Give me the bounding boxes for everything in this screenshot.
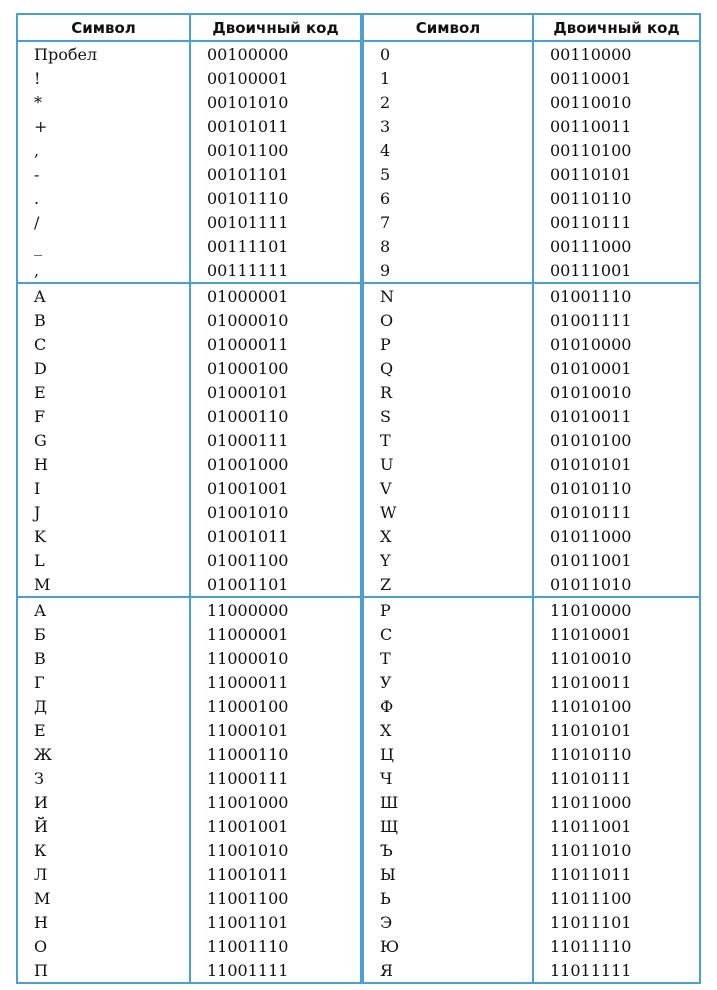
symbol-right-cell: 0: [364, 42, 534, 66]
code-left-cell: 01001101: [191, 572, 364, 598]
code-left-cell: 01000110: [191, 404, 364, 428]
symbol-left-cell: П: [18, 958, 191, 982]
table-row: [18, 646, 699, 670]
symbol-left-cell: О: [18, 934, 191, 958]
table-row: [18, 90, 699, 114]
table-row: [18, 814, 699, 838]
symbol-left-cell: Й: [18, 814, 191, 838]
symbol-right-cell: Р: [364, 598, 534, 622]
code-right-cell: 00110111: [550, 212, 632, 232]
table-row: [18, 934, 699, 958]
symbol-left-cell: З: [18, 766, 191, 790]
symbol-left-cell: D: [18, 356, 191, 380]
code-right-cell: 01011000: [550, 526, 632, 546]
symbol-right-cell: O: [364, 308, 534, 332]
table-row: [18, 670, 699, 694]
symbol-right-cell: R: [364, 380, 534, 404]
code-right-cell: 01011001: [550, 550, 632, 570]
symbol-left-cell: M: [18, 572, 191, 598]
code-left-cell: 00111101: [191, 234, 364, 258]
header-code-left: Двоичный код: [191, 15, 364, 42]
symbol-left-cell: Л: [18, 862, 191, 886]
code-left-cell: 11000001: [191, 622, 364, 646]
code-right-cell: 00111001: [534, 258, 699, 284]
code-right-cell: 00110001: [550, 68, 632, 88]
symbol-right-cell: 1: [364, 66, 534, 90]
symbol-left-cell: +: [18, 114, 191, 138]
symbol-left-cell: E: [18, 380, 191, 404]
code-right-cell: 11010000: [550, 600, 632, 620]
code-left-cell: 01001010: [191, 500, 364, 524]
code-right-cell: 01010000: [550, 334, 632, 354]
code-left-cell: 01001100: [191, 548, 364, 572]
code-left-cell: 00101110: [191, 186, 364, 210]
symbol-left-cell: A: [18, 284, 191, 308]
symbol-left-cell: I: [18, 476, 191, 500]
code-right-cell: 00110110: [550, 188, 632, 208]
code-left-cell: 00101011: [191, 114, 364, 138]
code-left-cell: 01001000: [191, 452, 364, 476]
table-row: [18, 308, 699, 332]
table-row: [18, 524, 699, 548]
table-row: [18, 380, 699, 404]
table-row: [18, 598, 699, 622]
symbol-right-cell: 2: [364, 90, 534, 114]
code-right-cell: 01001110: [550, 286, 632, 306]
symbol-left-cell: Г: [18, 670, 191, 694]
header-row: [18, 15, 699, 42]
table-header: [18, 15, 699, 42]
symbol-right-cell: Т: [364, 646, 534, 670]
code-left-cell: 01000100: [191, 356, 364, 380]
code-right-cell: 01001111: [550, 310, 632, 330]
table-row: [18, 258, 699, 284]
symbol-right-cell: Ф: [364, 694, 534, 718]
table-row: [18, 766, 699, 790]
code-right-cell: 11011000: [550, 792, 632, 812]
symbol-left-cell: -: [18, 162, 191, 186]
code-left-cell: 01000011: [191, 332, 364, 356]
table-row: [18, 234, 699, 258]
code-right-cell: 11011110: [550, 936, 632, 956]
code-right-cell: 00110101: [550, 164, 632, 184]
symbol-right-cell: 4: [364, 138, 534, 162]
symbol-right-cell: Y: [364, 548, 534, 572]
table-row: [18, 886, 699, 910]
symbol-right-cell: V: [364, 476, 534, 500]
symbol-right-cell: Ц: [364, 742, 534, 766]
code-left-cell: 11001001: [191, 814, 364, 838]
code-left-cell: 11000010: [191, 646, 364, 670]
symbol-left-cell: Б: [18, 622, 191, 646]
symbol-left-cell: Д: [18, 694, 191, 718]
code-left-cell: 00101111: [191, 210, 364, 234]
code-right-cell: 11010111: [550, 768, 632, 788]
code-right-cell: 11011001: [550, 816, 632, 836]
symbol-left-cell: H: [18, 452, 191, 476]
code-right-cell: 11011111: [550, 960, 632, 980]
code-left-cell: 01000010: [191, 308, 364, 332]
code-left-cell: 01000111: [191, 428, 364, 452]
symbol-left-cell: J: [18, 500, 191, 524]
symbol-right-cell: 8: [364, 234, 534, 258]
code-right-cell: 01010101: [550, 454, 632, 474]
code-left-cell: 11001011: [191, 862, 364, 886]
table-row: [18, 162, 699, 186]
code-left-cell: 00101101: [191, 162, 364, 186]
code-left-cell: 11001111: [191, 958, 364, 982]
symbol-right-cell: S: [364, 404, 534, 428]
symbol-left-cell: Н: [18, 910, 191, 934]
code-right-cell: 11011011: [550, 864, 632, 884]
table-row: [18, 66, 699, 90]
table-row: [18, 332, 699, 356]
table-row: [18, 838, 699, 862]
symbol-right-cell: 9: [364, 258, 534, 284]
code-left-cell: 00111111: [191, 258, 364, 284]
symbol-left-cell: *: [18, 90, 191, 114]
table-row: [18, 572, 699, 598]
code-left-cell: 00100001: [191, 66, 364, 90]
code-left-cell: 11000110: [191, 742, 364, 766]
code-left-cell: 11000011: [191, 670, 364, 694]
code-right-cell: 01010010: [550, 382, 632, 402]
symbol-right-cell: W: [364, 500, 534, 524]
table-row: [18, 790, 699, 814]
table-row: [18, 114, 699, 138]
symbol-right-cell: У: [364, 670, 534, 694]
code-right-cell: 11011100: [550, 888, 632, 908]
code-right-cell: 01010011: [550, 406, 632, 426]
code-left-cell: 11001101: [191, 910, 364, 934]
code-left-cell: 01001011: [191, 524, 364, 548]
code-left-cell: 11001100: [191, 886, 364, 910]
symbol-right-cell: Ы: [364, 862, 534, 886]
symbol-left-cell: И: [18, 790, 191, 814]
code-left-cell: 01001001: [191, 476, 364, 500]
symbol-right-cell: Ш: [364, 790, 534, 814]
symbol-left-cell: /: [18, 210, 191, 234]
code-right-cell: 00111000: [550, 236, 632, 256]
symbol-right-cell: Ъ: [364, 838, 534, 862]
table-row: [18, 694, 699, 718]
code-right-cell: 11010101: [550, 720, 632, 740]
table-row: [18, 958, 699, 982]
code-right-cell: 00110011: [550, 116, 632, 136]
code-right-cell: 11010011: [550, 672, 632, 692]
symbol-right-cell: 5: [364, 162, 534, 186]
header-symbol-left: Символ: [18, 15, 191, 42]
symbol-right-cell: Щ: [364, 814, 534, 838]
symbol-left-cell: Е: [18, 718, 191, 742]
code-right-cell: 11011010: [550, 840, 632, 860]
symbol-right-cell: Э: [364, 910, 534, 934]
symbol-left-cell: !: [18, 66, 191, 90]
table-row: [18, 862, 699, 886]
symbol-right-cell: Ч: [364, 766, 534, 790]
table-row: [18, 356, 699, 380]
symbol-left-cell: А: [18, 598, 191, 622]
symbol-left-cell: В: [18, 646, 191, 670]
symbol-left-cell: L: [18, 548, 191, 572]
code-right-cell: 01010111: [550, 502, 632, 522]
symbol-right-cell: Ь: [364, 886, 534, 910]
table-row: [18, 284, 699, 308]
symbol-left-cell: К: [18, 838, 191, 862]
code-left-cell: 00100000: [191, 42, 364, 66]
symbol-left-cell: Ж: [18, 742, 191, 766]
symbol-left-cell: F: [18, 404, 191, 428]
symbol-left-cell: B: [18, 308, 191, 332]
code-right-cell: 00110000: [550, 44, 632, 64]
code-left-cell: 01000101: [191, 380, 364, 404]
code-right-cell: 11010100: [550, 696, 632, 716]
symbol-right-cell: U: [364, 452, 534, 476]
binary-code-table: [16, 13, 701, 984]
symbol-left-cell: М: [18, 886, 191, 910]
symbol-left-cell: C: [18, 332, 191, 356]
code-right-cell: 00110100: [550, 140, 632, 160]
table-row: [18, 476, 699, 500]
table-body: [18, 42, 699, 982]
table-row: [18, 742, 699, 766]
code-right-cell: 01011010: [534, 572, 699, 598]
symbol-right-cell: 3: [364, 114, 534, 138]
code-left-cell: 11000000: [191, 598, 364, 622]
table-row: [18, 548, 699, 572]
code-right-cell: 01010110: [550, 478, 632, 498]
symbol-right-cell: Я: [364, 958, 534, 982]
code-right-cell: 11010001: [550, 624, 632, 644]
symbol-left-cell: ,: [18, 258, 191, 284]
code-left-cell: 11001110: [191, 934, 364, 958]
symbol-right-cell: Ю: [364, 934, 534, 958]
code-right-cell: 11010010: [550, 648, 632, 668]
code-left-cell: 11000111: [191, 766, 364, 790]
table-row: [18, 622, 699, 646]
table-row: [18, 910, 699, 934]
table-row: [18, 404, 699, 428]
table-row: [18, 500, 699, 524]
code-left-cell: 11001010: [191, 838, 364, 862]
table-row: [18, 138, 699, 162]
symbol-left-cell: .: [18, 186, 191, 210]
symbol-left-cell: G: [18, 428, 191, 452]
code-right-cell: 11010110: [550, 744, 632, 764]
table-row: [18, 452, 699, 476]
symbol-right-cell: T: [364, 428, 534, 452]
code-right-cell: 01010001: [550, 358, 632, 378]
code-right-cell: 11011101: [550, 912, 632, 932]
symbol-left-cell: Пробел: [18, 42, 191, 66]
code-left-cell: 00101010: [191, 90, 364, 114]
code-left-cell: 11001000: [191, 790, 364, 814]
code-right-cell: 01010100: [550, 430, 632, 450]
code-left-cell: 01000001: [191, 284, 364, 308]
symbol-right-cell: Х: [364, 718, 534, 742]
symbol-right-cell: 6: [364, 186, 534, 210]
code-left-cell: 11000100: [191, 694, 364, 718]
symbol-right-cell: 7: [364, 210, 534, 234]
symbol-right-cell: X: [364, 524, 534, 548]
header-code-right: Двоичный код: [534, 15, 699, 42]
header-symbol-right: Символ: [364, 15, 534, 42]
symbol-right-cell: Q: [364, 356, 534, 380]
table-row: [18, 718, 699, 742]
table-row: [18, 186, 699, 210]
symbol-right-cell: P: [364, 332, 534, 356]
table-row: [18, 210, 699, 234]
symbol-right-cell: N: [364, 284, 534, 308]
symbol-left-cell: _: [18, 234, 191, 258]
code-left-cell: 11000101: [191, 718, 364, 742]
table-row: [18, 42, 699, 66]
symbol-right-cell: С: [364, 622, 534, 646]
code-left-cell: 00101100: [191, 138, 364, 162]
symbol-right-cell: Z: [364, 572, 534, 598]
table-row: [18, 428, 699, 452]
code-right-cell: 00110010: [550, 92, 632, 112]
symbol-left-cell: ,: [18, 138, 191, 162]
symbol-left-cell: K: [18, 524, 191, 548]
